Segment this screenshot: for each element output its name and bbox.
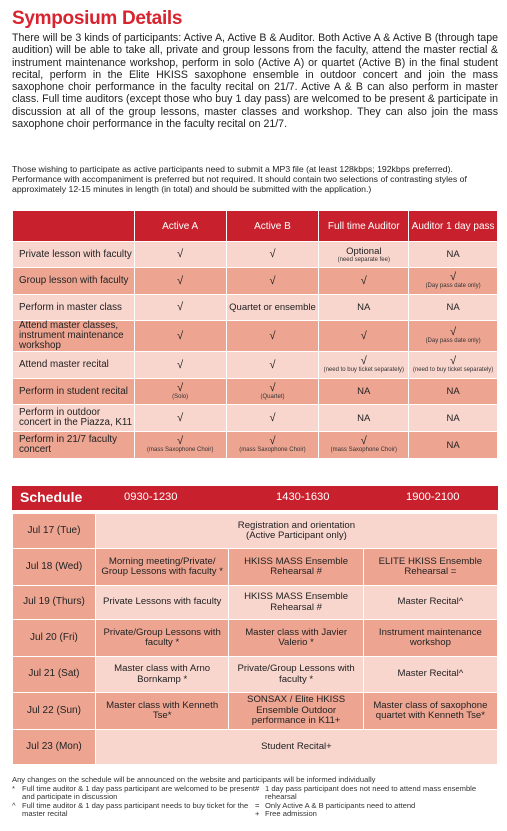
cell-value: √ bbox=[269, 358, 276, 371]
participants-row bbox=[13, 268, 498, 295]
time-slot-afternoon: 1430-1630 bbox=[276, 491, 330, 503]
cell-day-pass bbox=[409, 432, 498, 459]
participants-table bbox=[12, 210, 498, 459]
schedule-event-afternoon: Master class with Javier Valerio * bbox=[229, 620, 363, 657]
cell-value: √ bbox=[269, 329, 276, 342]
time-slot-evening: 1900-2100 bbox=[406, 491, 460, 503]
cell-note: (need to buy ticket separately) bbox=[323, 367, 404, 373]
schedule-event-morning: Master class with Arno Bornkamp * bbox=[95, 657, 229, 693]
schedule-row bbox=[13, 730, 498, 765]
participants-row bbox=[13, 405, 498, 432]
schedule-row bbox=[13, 549, 498, 586]
footnote-text: 1 day pass participant does not need to attend mass ensemble rehearsal bbox=[265, 783, 477, 802]
cell-active-a bbox=[134, 321, 226, 352]
cell-value: √ bbox=[450, 271, 457, 283]
row-label: Attend master classes, instrument maintenance workshop bbox=[13, 321, 135, 352]
footnote-item bbox=[255, 810, 498, 819]
cell-note: (Day pass date only) bbox=[425, 283, 481, 289]
schedule-day: Jul 22 (Sun) bbox=[13, 693, 96, 730]
schedule-event-evening: Master class of saxophone quartet with Kenneth Tse* bbox=[363, 693, 497, 730]
cell-full-time-auditor bbox=[319, 405, 409, 432]
participants-row bbox=[13, 432, 498, 459]
cell-full-time-auditor bbox=[319, 352, 409, 379]
cell-day-pass bbox=[409, 321, 498, 352]
cell-active-b bbox=[226, 268, 319, 295]
row-label: Perform in 21/7 faculty concert bbox=[13, 432, 135, 459]
cell-full-time-auditor bbox=[319, 321, 409, 352]
row-label: Perform in student recital bbox=[13, 379, 135, 405]
cell-note: (need to buy ticket separately) bbox=[412, 367, 494, 373]
cell-value: √ bbox=[177, 411, 184, 424]
schedule-event-evening: Instrument maintenance workshop bbox=[363, 620, 497, 657]
cell-value: NA bbox=[446, 439, 460, 451]
cell-active-b bbox=[226, 405, 319, 432]
cell-value: √ bbox=[450, 326, 457, 338]
cell-note: (mass Saxophone Choir) bbox=[239, 447, 306, 453]
footnote-item bbox=[12, 802, 255, 819]
participants-row bbox=[13, 242, 498, 268]
cell-active-b bbox=[226, 321, 319, 352]
footnote-mark: + bbox=[255, 809, 260, 819]
cell-value: √ bbox=[360, 435, 367, 447]
cell-value: √ bbox=[450, 355, 457, 367]
cell-day-pass bbox=[409, 379, 498, 405]
cell-full-time-auditor bbox=[319, 295, 409, 321]
submission-note: Those wishing to participate as active participants need to submit a MP3 file (at least 128kbps; 192kbps preferred). Performance with accompaniment is preferred but not required. It should contain two selections of contrasting styles of approximately 12-15 minutes in length (in total) and should be submitted with the application.) bbox=[12, 164, 467, 195]
schedule-day: Jul 20 (Fri) bbox=[13, 620, 96, 657]
schedule-event-morning: Private Lessons with faculty bbox=[95, 586, 229, 620]
schedule-event-afternoon: HKISS MASS Ensemble Rehearsal # bbox=[229, 586, 363, 620]
event-subtext: (Active Participant only) bbox=[246, 530, 347, 541]
row-label: Attend master recital bbox=[13, 352, 135, 379]
header-full-time-auditor: Full time Auditor bbox=[319, 211, 409, 242]
schedule-event-morning: Private/Group Lessons with faculty * bbox=[95, 620, 229, 657]
footnote-changes: Any changes on the schedule will be announced on the website and participants will be informed individually bbox=[12, 775, 376, 784]
footnote-item bbox=[255, 785, 498, 802]
cell-value: NA bbox=[446, 249, 460, 260]
schedule-row bbox=[13, 693, 498, 730]
cell-active-a bbox=[134, 379, 226, 405]
cell-note: (Day pass date only) bbox=[425, 338, 481, 344]
cell-active-a bbox=[134, 405, 226, 432]
cell-active-a bbox=[134, 268, 226, 295]
footnote-mark: * bbox=[12, 783, 15, 793]
cell-value: Quartet or ensemble bbox=[229, 302, 316, 313]
schedule-event-afternoon: SONSAX / Elite HKISS Ensemble Outdoor performance in K11+ bbox=[229, 693, 363, 730]
schedule-row bbox=[13, 620, 498, 657]
cell-value: √ bbox=[177, 301, 184, 313]
cell-value: √ bbox=[177, 358, 184, 371]
schedule-event-evening: Master Recital^ bbox=[363, 586, 497, 620]
cell-active-b bbox=[226, 295, 319, 321]
cell-value: Optional bbox=[346, 245, 382, 257]
header-active-a: Active A bbox=[134, 211, 226, 242]
schedule-day: Jul 21 (Sat) bbox=[13, 657, 96, 693]
event-text: Registration and orientation bbox=[237, 519, 356, 531]
cell-value: √ bbox=[177, 248, 184, 260]
cell-note: (need separate fee) bbox=[337, 256, 390, 263]
cell-active-a bbox=[134, 295, 226, 321]
cell-value: √ bbox=[360, 355, 367, 367]
footnote-item bbox=[12, 785, 255, 802]
cell-note: (Solo) bbox=[172, 393, 189, 400]
cell-value: √ bbox=[360, 329, 367, 342]
time-slot-morning: 0930-1230 bbox=[124, 491, 178, 503]
cell-active-b bbox=[226, 352, 319, 379]
participants-header-row bbox=[13, 211, 498, 242]
participants-row bbox=[13, 295, 498, 321]
schedule-row bbox=[13, 586, 498, 620]
schedule-header bbox=[12, 486, 498, 510]
cell-full-time-auditor bbox=[319, 242, 409, 268]
row-label: Perform in outdoor concert in the Piazza, K11 bbox=[13, 405, 135, 432]
cell-value: √ bbox=[177, 329, 184, 342]
row-label: Group lesson with faculty bbox=[13, 268, 135, 295]
participants-row bbox=[13, 321, 498, 352]
cell-value: √ bbox=[269, 274, 276, 287]
footnote-mark: # bbox=[255, 783, 260, 793]
header-auditor-day-pass: Auditor 1 day pass bbox=[409, 211, 498, 242]
cell-active-a bbox=[134, 432, 226, 459]
schedule-day: Jul 19 (Thurs) bbox=[13, 586, 96, 620]
footnote-text: Free admission bbox=[265, 809, 317, 819]
cell-note: (Quartet) bbox=[260, 393, 285, 400]
schedule-row bbox=[13, 514, 498, 549]
schedule-event-afternoon: Private/Group Lessons with faculty * bbox=[229, 657, 363, 693]
participants-row bbox=[13, 379, 498, 405]
schedule-title: Schedule bbox=[20, 489, 83, 505]
footnote-text: Only Active A & B participants need to attend bbox=[265, 800, 416, 810]
cell-day-pass bbox=[409, 352, 498, 379]
cell-full-time-auditor bbox=[319, 379, 409, 405]
header-active-b: Active B bbox=[226, 211, 319, 242]
intro-paragraph: There will be 3 kinds of participants: Active A, Active B & Auditor. Both Active A & Active B (through tape audition) will be able to take all, private and group lessons from the faculty, attend the master rectial & instrument maintenance workshop, perform in solo (Active A) or quartet (Active B) in the final student recital, perform in the Elite HKISS saxophone ensemble in outdoor concert and join the mass saxophone choir performance in the faculty recital on 21/7. Active A & B can also perform in master class. Full time auditors (except those who buy 1 day pass) are welcomed to be present & participate in discussion at all of the group lessons, master classes and workshop. They can also join the mass saxophone choir performance in the faculty recital on 21/7. bbox=[12, 32, 498, 131]
cell-day-pass bbox=[409, 405, 498, 432]
cell-value: √ bbox=[177, 381, 184, 394]
cell-day-pass bbox=[409, 242, 498, 268]
schedule-event-evening: ELITE HKISS Ensemble Rehearsal = bbox=[363, 549, 497, 586]
schedule-table bbox=[12, 513, 498, 765]
cell-day-pass bbox=[409, 268, 498, 295]
cell-value: NA bbox=[446, 412, 460, 424]
footnote-text: Full time auditor & 1 day pass participant needs to buy ticket for the master recital bbox=[22, 800, 249, 819]
schedule-row bbox=[13, 657, 498, 693]
schedule-event-evening: Master Recital^ bbox=[363, 657, 497, 693]
cell-value: √ bbox=[269, 248, 276, 260]
cell-active-a bbox=[134, 352, 226, 379]
header-blank bbox=[13, 211, 135, 242]
cell-value: √ bbox=[269, 411, 276, 424]
schedule-day: Jul 23 (Mon) bbox=[13, 730, 96, 765]
cell-value: NA bbox=[357, 302, 371, 313]
cell-value: NA bbox=[446, 386, 460, 397]
row-label: Perform in master class bbox=[13, 295, 135, 321]
schedule-event-morning: Master class with Kenneth Tse* bbox=[95, 693, 229, 730]
event-text: Student Recital+ bbox=[261, 740, 332, 752]
cell-active-b bbox=[226, 242, 319, 268]
cell-day-pass bbox=[409, 295, 498, 321]
schedule-event-morning: Morning meeting/Private/ Group Lessons with faculty * bbox=[95, 549, 229, 586]
cell-value: NA bbox=[357, 386, 371, 397]
footnote-mark: ^ bbox=[12, 800, 16, 810]
cell-full-time-auditor bbox=[319, 268, 409, 295]
cell-value: NA bbox=[446, 302, 460, 313]
cell-value: √ bbox=[177, 274, 184, 287]
cell-value: √ bbox=[269, 435, 276, 447]
cell-active-b bbox=[226, 379, 319, 405]
cell-value: √ bbox=[269, 381, 276, 394]
schedule-day: Jul 17 (Tue) bbox=[13, 514, 96, 549]
row-label: Private lesson with faculty bbox=[13, 242, 135, 268]
footnotes bbox=[12, 776, 498, 819]
schedule-event-span bbox=[95, 730, 497, 765]
cell-full-time-auditor bbox=[319, 432, 409, 459]
page-title: Symposium Details bbox=[12, 8, 183, 29]
cell-note: (mass Saxophone Choir) bbox=[330, 447, 397, 453]
cell-active-a bbox=[134, 242, 226, 268]
cell-value: NA bbox=[357, 412, 371, 424]
participants-row bbox=[13, 352, 498, 379]
schedule-day: Jul 18 (Wed) bbox=[13, 549, 96, 586]
cell-value: √ bbox=[177, 435, 184, 447]
footnote-mark: = bbox=[255, 800, 260, 810]
cell-active-b bbox=[226, 432, 319, 459]
cell-value: √ bbox=[360, 274, 367, 287]
schedule-event-span bbox=[95, 514, 497, 549]
cell-note: (mass Saxophone Choir) bbox=[146, 447, 214, 453]
schedule-event-afternoon: HKISS MASS Ensemble Rehearsal # bbox=[229, 549, 363, 586]
footnote-text: Full time auditor & 1 day pass participant are welcomed to be present and participate in discussion bbox=[22, 783, 255, 802]
